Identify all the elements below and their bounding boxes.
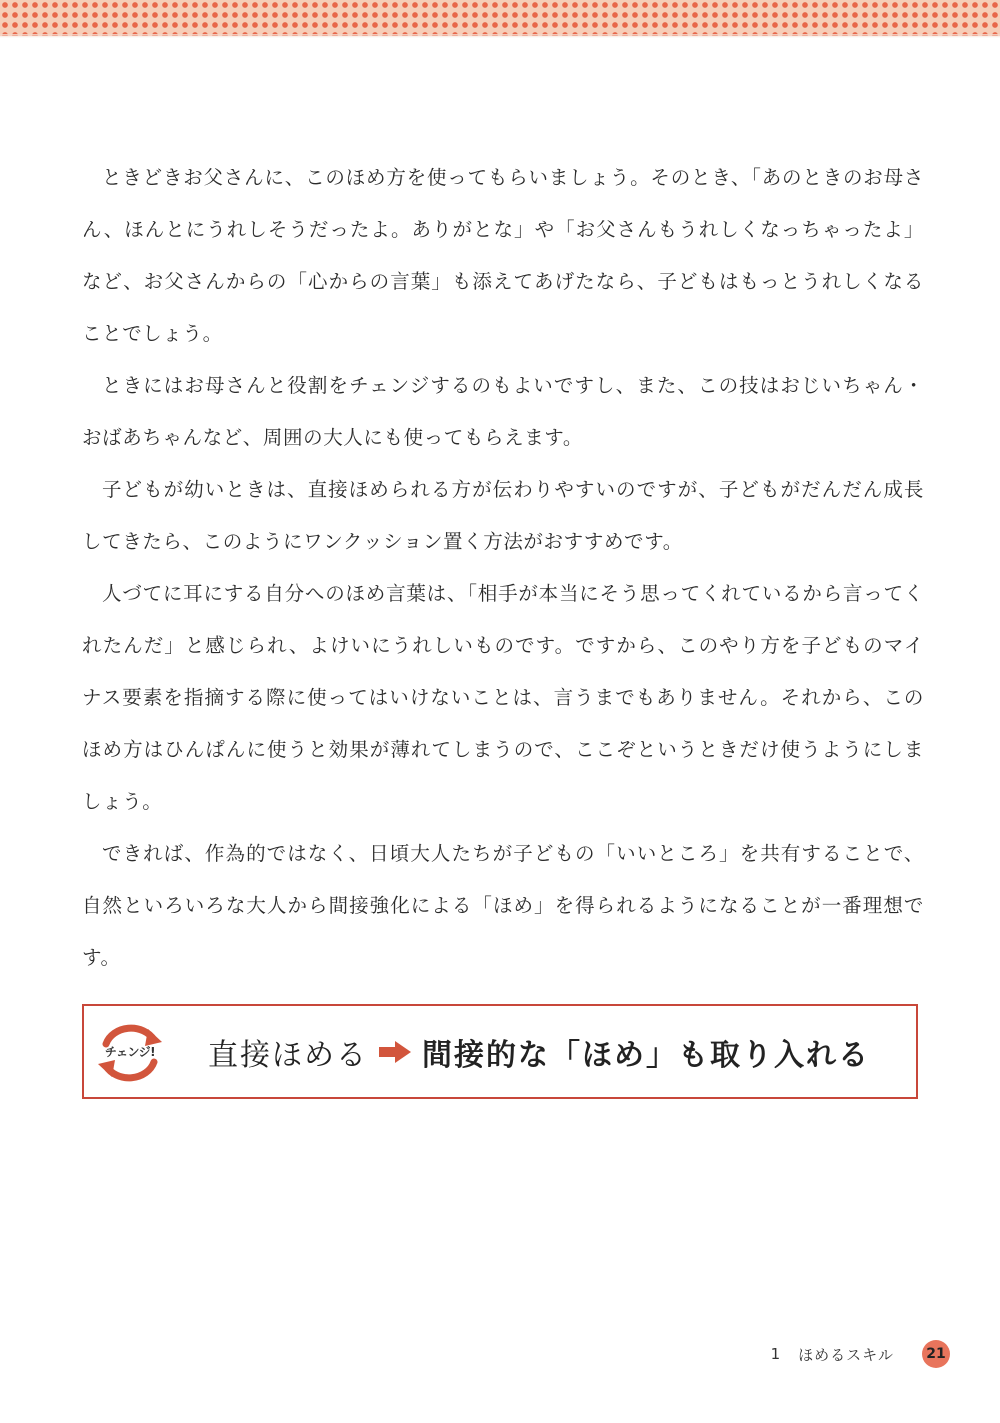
change-cycle-icon — [94, 1020, 166, 1086]
chapter-number: 1 — [770, 1345, 781, 1363]
body-text — [82, 152, 924, 984]
before-text: 直接ほめる — [208, 1037, 368, 1073]
change-summary-box — [82, 1004, 918, 1099]
paragraph: ときにはお母さんと役割をチェンジするのもよいですし、また、この技はおじいちゃん・おばあちゃんなど、周囲の大人にも使ってもらえます。 — [82, 374, 924, 449]
change-statement — [208, 1006, 870, 1097]
decorative-dotted-header-band — [0, 0, 1000, 36]
page-footer — [771, 1338, 950, 1370]
page-number-badge: 21 — [922, 1340, 950, 1368]
paragraph: できれば、作為的ではなく、日頃大人たちが子どもの「いいところ」を共有することで、自然といろいろな大人から間接強化による「ほめ」を得られるようになることが一番理想です。 — [82, 842, 924, 969]
after-text: 間接的な「ほめ」も取り入れる — [422, 1037, 870, 1073]
paragraph: ときどきお父さんに、このほめ方を使ってもらいましょう。そのとき、「あのときのお母さん、ほんとにうれしそうだったよ。ありがとな」や「お父さんもうれしくなっちゃったよ」など、お父さんからの「心からの言葉」も添えてあげたなら、子どもはもっとうれしくなることでしょう。 — [82, 166, 924, 345]
paragraph: 子どもが幼いときは、直接ほめられる方が伝わりやすいのですが、子どもがだんだん成長してきたら、このようにワンクッション置く方法がおすすめです。 — [82, 478, 924, 553]
change-icon-label: チェンジ! — [104, 1045, 156, 1059]
right-arrow-icon — [378, 1040, 412, 1064]
chapter-title: ほめるスキル — [798, 1345, 894, 1364]
paragraph: 人づてに耳にする自分へのほめ言葉は、「相手が本当にそう思ってくれているから言ってくれたんだ」と感じられ、よけいにうれしいものです。ですから、このやり方を子どものマイナス要素を指摘する際に使ってはいけないことは、言うまでもありません。それから、このほめ方はひんぱんに使うと効果が薄れてしまうので、ここぞというときだけ使うようにしましょう。 — [82, 582, 924, 813]
